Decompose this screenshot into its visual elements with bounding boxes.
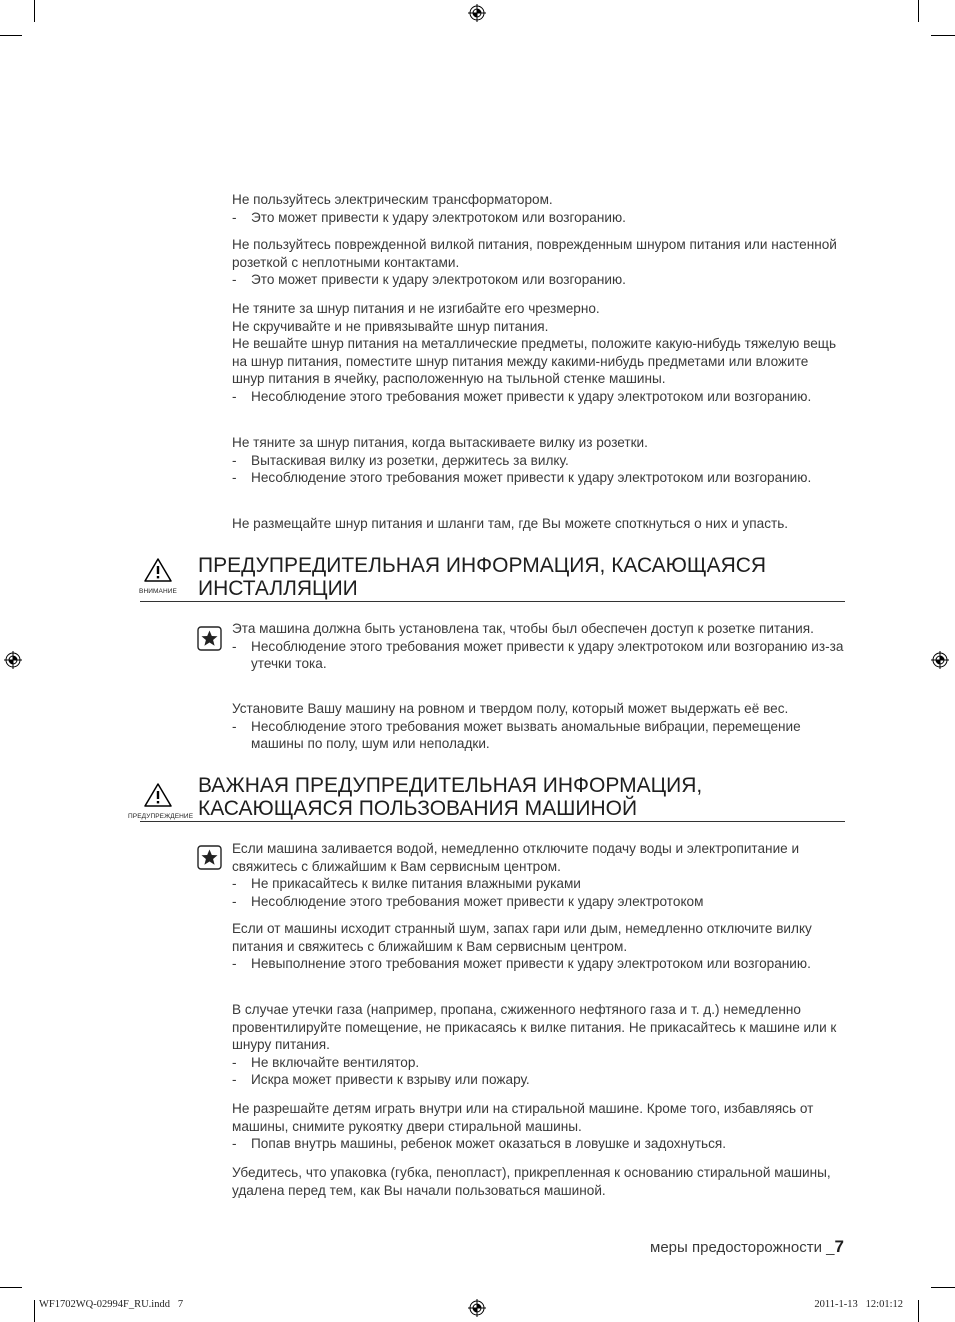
paragraph-text: Не размещайте шнур питания и шланги там, где Вы можете споткнуться о них и упасть. bbox=[232, 516, 789, 531]
warning-paragraph bbox=[232, 620, 844, 673]
warning-paragraph bbox=[232, 700, 844, 753]
page-number: 7 bbox=[834, 1237, 844, 1256]
bullet-item: - Вытаскивая вилку из розетки, держитесь за вилку. bbox=[232, 452, 569, 468]
caution-icon bbox=[128, 558, 188, 595]
warning-paragraph bbox=[232, 191, 844, 226]
warning-icon bbox=[128, 783, 194, 820]
bullet-item: - Несоблюдение этого требования может вызвать аномальные вибрации, перемещение машины по полу, шум или неполадки. bbox=[232, 718, 801, 751]
paragraph-text: Не пользуйтесь электрическим трансформатором. bbox=[232, 192, 553, 207]
caution-label: ВНИМАНИЕ bbox=[139, 588, 177, 595]
print-slug-timestamp: 2011-1-13 12:01:12 bbox=[814, 1299, 903, 1310]
star-icon bbox=[197, 626, 222, 651]
bullet-item: - Несоблюдение этого требования может привести к удару электротоком bbox=[232, 893, 704, 909]
registration-mark-icon bbox=[931, 651, 949, 669]
crop-mark bbox=[34, 0, 35, 22]
bullet-item: - Это может привести к удару электротоком или возгоранию. bbox=[232, 209, 626, 225]
paragraph-text: В случае утечки газа (например, пропана, сжиженного нефтяного газа и т. д.) немедленно провентилируйте помещение, не прикасаясь к вилке питания. Не прикасайтесь к машине или к шнуру питания. bbox=[232, 1002, 837, 1052]
crop-mark bbox=[0, 35, 22, 36]
crop-mark bbox=[931, 35, 955, 36]
warning-triangle-icon bbox=[144, 558, 172, 582]
registration-mark-icon bbox=[4, 651, 22, 669]
warning-paragraph bbox=[232, 1100, 844, 1153]
paragraph-text: Если от машины исходит странный шум, запах гари или дым, немедленно отключите вилку питания и свяжитесь с ближайшим к Вам сервисным центром. bbox=[232, 921, 812, 954]
print-slug-file: WF1702WQ-02994F_RU.indd 7 bbox=[39, 1299, 184, 1310]
section-divider bbox=[140, 601, 845, 602]
bullet-item: - Не прикасайтесь к вилке питания влажными руками bbox=[232, 876, 581, 891]
warning-paragraph bbox=[232, 236, 844, 289]
paragraph-text: Не разрешайте детям играть внутри или на стиральной машине. Кроме того, избавляясь от машины, снимите рукоятку двери стиральной машины. bbox=[232, 1101, 814, 1134]
paragraph-text: Не тяните за шнур питания и не изгибайте его чрезмерно. Не скручивайте и не привязывайте шнур питания. Не вешайте шнур питания на металлические предметы, положите какую-нибудь тяжелую вещь на шнур питания, поместите шнур питания между какими-нибудь предметами или вложите шнур питания в ячейку, расположенную на тыльной стенке машины. bbox=[232, 301, 837, 386]
warning-paragraph bbox=[232, 515, 844, 533]
paragraph-text: Не пользуйтесь поврежденной вилкой питания, поврежденным шнуром питания или настенной розеткой с неплотными контактами. bbox=[232, 237, 837, 270]
warning-paragraph bbox=[232, 434, 844, 487]
star-icon bbox=[197, 845, 222, 870]
warning-paragraph bbox=[232, 1164, 844, 1199]
section-title: ВАЖНАЯ ПРЕДУПРЕДИТЕЛЬНАЯ ИНФОРМАЦИЯ, КАСАЮЩАЯСЯ ПОЛЬЗОВАНИЯ МАШИНОЙ bbox=[198, 774, 703, 820]
warning-label: ПРЕДУПРЕЖДЕНИЕ bbox=[128, 813, 194, 820]
warning-paragraph bbox=[232, 300, 844, 405]
section-title: ПРЕДУПРЕДИТЕЛЬНАЯ ИНФОРМАЦИЯ, КАСАЮЩАЯСЯ ИНСТАЛЛЯЦИИ bbox=[198, 554, 767, 600]
paragraph-text: Не тяните за шнур питания, когда вытаскиваете вилку из розетки. bbox=[232, 435, 648, 450]
paragraph-text: Эта машина должна быть установлена так, чтобы был обеспечен доступ к розетке питания. bbox=[232, 621, 814, 636]
bullet-item: - Попав внутрь машины, ребенок может оказаться в ловушке и задохнуться. bbox=[232, 1136, 727, 1151]
bullet-item: - Несоблюдение этого требования может привести к удару электротоком или возгоранию. bbox=[232, 388, 812, 404]
paragraph-text: Убедитесь, что упаковка (губка, пенопласт), прикрепленная к основанию стиральной машины, удалена перед тем, как Вы начали пользоваться машиной. bbox=[232, 1165, 831, 1198]
paragraph-text: Если машина заливается водой, немедленно отключите подачу воды и электропитание и свяжитесь с ближайшим к Вам сервисным центром. bbox=[232, 841, 800, 874]
bullet-item: - Несоблюдение этого требования может привести к удару электротоком или возгоранию. bbox=[232, 470, 812, 485]
registration-mark-icon bbox=[468, 1299, 486, 1317]
page-footer bbox=[650, 1237, 844, 1257]
crop-mark bbox=[0, 1287, 22, 1288]
bullet-item: - Невыполнение этого требования может привести к удару электротоком или возгоранию. bbox=[232, 956, 811, 971]
bullet-item: - Искра может привести к взрыву или пожару. bbox=[232, 1072, 530, 1087]
crop-mark bbox=[931, 1287, 955, 1288]
crop-mark bbox=[918, 1300, 919, 1322]
bullet-item: - Не включайте вентилятор. bbox=[232, 1054, 420, 1070]
warning-paragraph bbox=[232, 920, 844, 973]
warning-triangle-icon bbox=[144, 783, 172, 807]
paragraph-text: Установите Вашу машину на ровном и твердом полу, который может выдержать её вес. bbox=[232, 701, 789, 716]
warning-paragraph bbox=[232, 840, 844, 910]
crop-mark bbox=[918, 0, 919, 22]
warning-paragraph bbox=[232, 1001, 844, 1089]
bullet-item: - Несоблюдение этого требования может привести к удару электротоком или возгоранию из-за утечки тока. bbox=[232, 638, 844, 671]
registration-mark-icon bbox=[468, 4, 486, 22]
footer-section-name: меры предосторожности _ bbox=[650, 1239, 835, 1256]
bullet-item: - Это может привести к удару электротоком или возгоранию. bbox=[232, 272, 626, 287]
section-divider bbox=[140, 821, 845, 822]
crop-mark bbox=[34, 1300, 35, 1322]
